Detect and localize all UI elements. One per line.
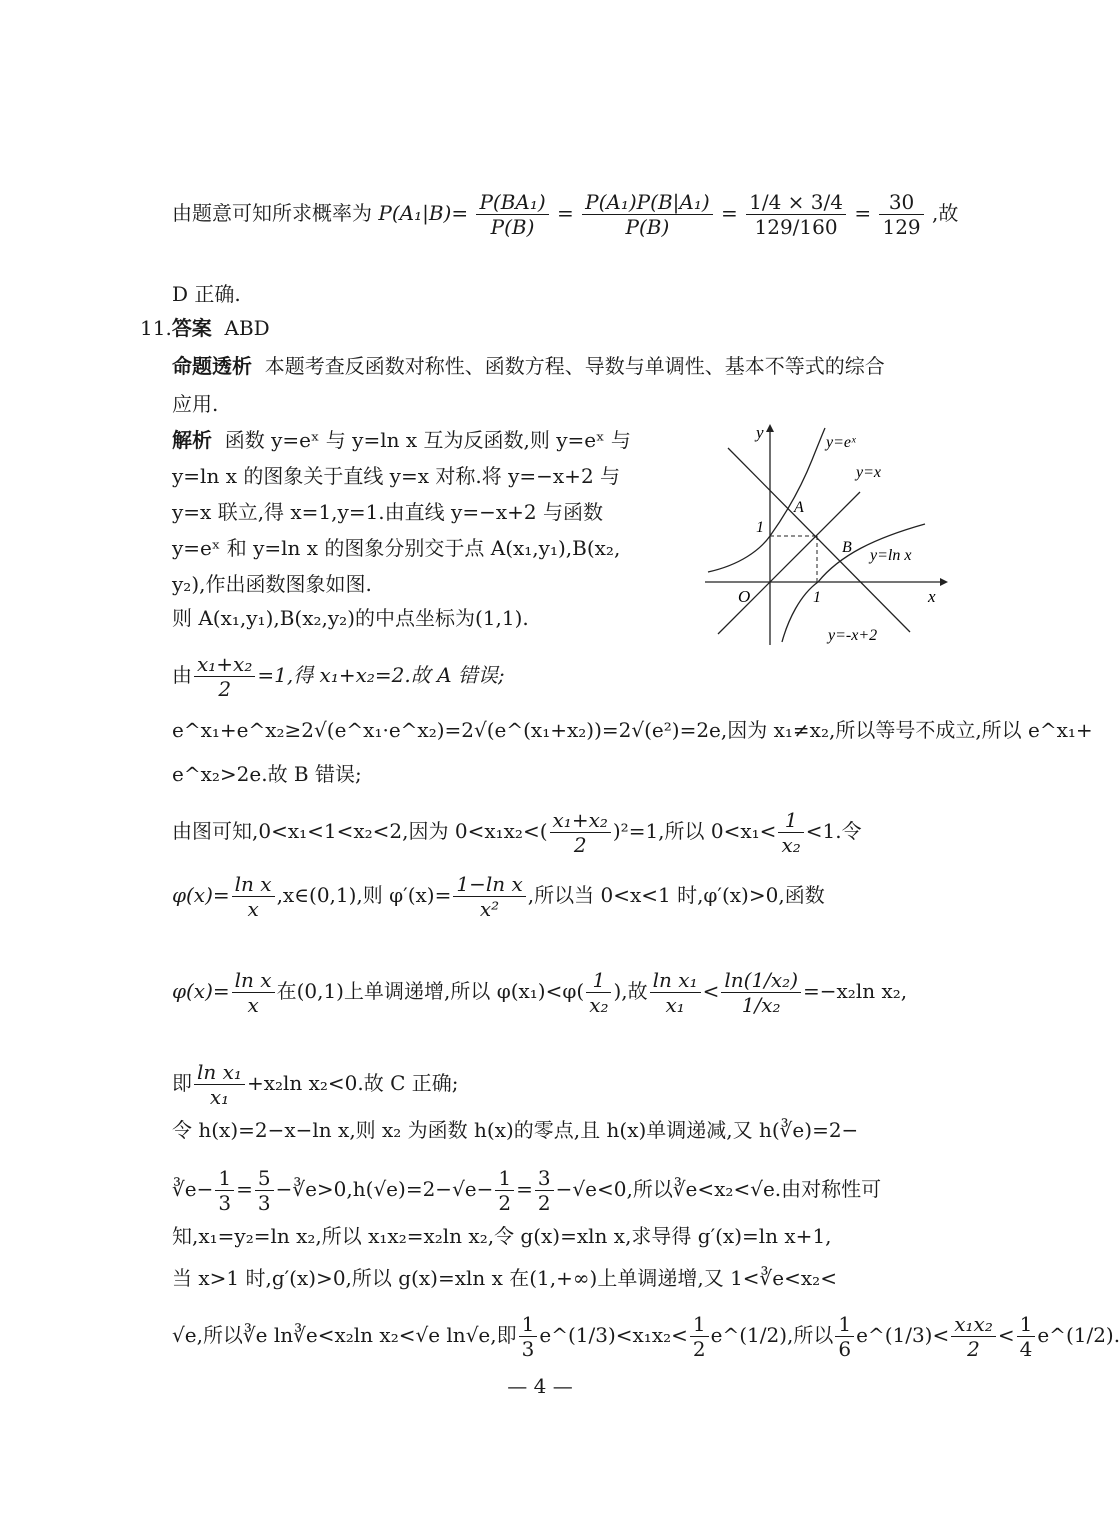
answer-label: 答案 — [171, 316, 212, 340]
x-axis-label: x — [928, 587, 936, 606]
lead-text: 由题意可知所求概率为 — [172, 201, 372, 225]
intent-text: 本题考查反函数对称性、函数方程、导数与单调性、基本不等式的综合 — [264, 354, 885, 378]
fraction-1: $\frac{\text{P(BA₁)}}{P(B)}$ — [476, 190, 548, 239]
phi-definition-line: φ(x)= $\frac{\text{ln x}}{x}$ ,x∈(0,1),则 φ′(x)= $\frac{\text{1−ln x}}{\text{x²}}$ ,所以当 0<x<1 时,φ′(x)>0,函数 — [172, 872, 825, 921]
question-number: 11. — [140, 316, 172, 340]
probability-formula-line: 由题意可知所求概率为 P(A₁|B)= $\frac{\text{P(BA₁)}}{P(B)}$ = $\frac{\text{P(A₁)P(B|A₁)}}{P(B)}$ = $\frac{1/4 \times 3/4}{129/160}$ = $\frac{30}{129}$ ,故 — [172, 190, 959, 239]
function-graph — [700, 420, 950, 650]
range-line: 由图可知,0<x₁<1<x₂<2,因为 0<x₁x₂<( $\frac{\text{x₁+x₂}}{2}$ )²=1,所以 0<x₁< $\frac{1}{\text{x₂}}$ <1.令 — [172, 808, 862, 857]
d-correct-line: D 正确. — [172, 282, 241, 306]
ln-curve — [782, 524, 925, 642]
lhs: P(A₁|B)= — [378, 201, 469, 225]
point-a-label: A — [794, 499, 804, 516]
final-bound-line: √e,所以∛e ln∛e<x₂ln x₂<√e ln√e,即 $\frac{1}{3}$ e^(1/3)<x₁x₂< $\frac{1}{2}$ e^(1/2),所以 $\frac{1}{6}$ e^(1/3)< $\frac{\text{x₁x₂}}{2}$ < $\frac{1}{4}$ e^(1/2). — [172, 1312, 1120, 1361]
c-correct-line: 即 $\frac{\text{ln x₁}}{\text{x₁}}$ +x₂ln x₂<0.故 C 正确; — [172, 1060, 459, 1109]
analysis-row-4: y=eˣ 和 y=ln x 的图象分别交于点 A(x₁,y₁),B(x₂, — [172, 536, 621, 560]
fraction-4: $\frac{30}{129}$ — [879, 190, 923, 239]
neg-line-label: y=-x+2 — [828, 627, 878, 644]
analysis-row-3: y=x 联立,得 x=1,y=1.由直线 y=−x+2 与函数 — [172, 500, 603, 524]
exp-curve-label: y=eˣ — [826, 434, 856, 451]
analysis-row-6: 则 A(x₁,y₁),B(x₂,y₂)的中点坐标为(1,1). — [172, 606, 529, 630]
ln-curve-label: y=ln x — [870, 547, 912, 564]
analysis-row-1 — [172, 426, 631, 454]
intent-line-1 — [172, 352, 885, 380]
y-axis-label: y — [756, 423, 764, 442]
fraction-3: $\frac{1/4 \times 3/4}{129/160}$ — [746, 190, 846, 239]
intent-label: 命题透析 — [172, 354, 252, 378]
fraction-2: $\frac{\text{P(A₁)P(B|A₁)}}{P(B)}$ — [582, 190, 712, 239]
x-axis-arrow — [940, 578, 948, 586]
analysis-row-5: y₂),作出函数图象如图. — [172, 572, 372, 596]
intent-line-2: 应用. — [172, 392, 219, 416]
answer-value: ABD — [224, 316, 270, 340]
tail-text: ,故 — [932, 201, 959, 225]
phi-monotonic-line: φ(x)= $\frac{\text{ln x}}{x}$ 在(0,1)上单调递增,所以 φ(x₁)<φ( $\frac{1}{\text{x₂}}$ ),故 $\frac{\text{ln x₁}}{\text{x₁}}$ < $\frac{\text{ln(1/x₂)}}{\text{1/x₂}}$ =−x₂ln x₂, — [172, 968, 908, 1017]
symmetry-line: 知,x₁=y₂=ln x₂,所以 x₁x₂=x₂ln x₂,令 g(x)=xln x,求导得 g′(x)=ln x+1, — [172, 1224, 832, 1248]
exp-curve — [708, 428, 825, 572]
y-one-label: 1 — [756, 519, 764, 536]
y-axis-arrow — [766, 424, 774, 432]
inequality-line-1: e^x₁+e^x₂≥2√(e^x₁·e^x₂)=2√(e^(x₁+x₂))=2√(e²)=2e,因为 x₁≠x₂,所以等号不成立,所以 e^x₁+ — [172, 718, 1093, 742]
analysis-text-1: 函数 y=eˣ 与 y=ln x 互为反函数,则 y=eˣ 与 — [224, 428, 631, 452]
analysis-label: 解析 — [172, 428, 212, 452]
analysis-row-2: y=ln x 的图象关于直线 y=x 对称.将 y=−x+2 与 — [172, 464, 621, 488]
h-values-line: ∛e− $\frac{1}{3}$ = $\frac{5}{3}$ −∛e>0,h(√e)=2−√e− $\frac{1}{2}$ = $\frac{3}{2}$ −√e<0,所以∛e<x₂<√e.由对称性可 — [172, 1166, 882, 1215]
yx-line-label: y=x — [856, 464, 881, 481]
midpoint-line: 由 $\frac{\text{x₁+x₂}}{2}$ =1,得 x₁+x₂=2.故 A 错误; — [172, 652, 505, 701]
question-11-answer — [140, 314, 270, 342]
point-b-label: B — [842, 539, 852, 556]
page-number: — 4 — — [507, 1374, 573, 1398]
x-one-label: 1 — [813, 589, 821, 606]
inequality-line-2: e^x₂>2e.故 B 错误; — [172, 762, 362, 786]
origin-label: O — [738, 587, 751, 606]
g-monotonic-line: 当 x>1 时,g′(x)>0,所以 g(x)=xln x 在(1,+∞)上单调递增,又 1<∛e<x₂< — [172, 1266, 837, 1290]
h-function-line: 令 h(x)=2−x−ln x,则 x₂ 为函数 h(x)的零点,且 h(x)单调递减,又 h(∛e)=2− — [172, 1118, 859, 1142]
